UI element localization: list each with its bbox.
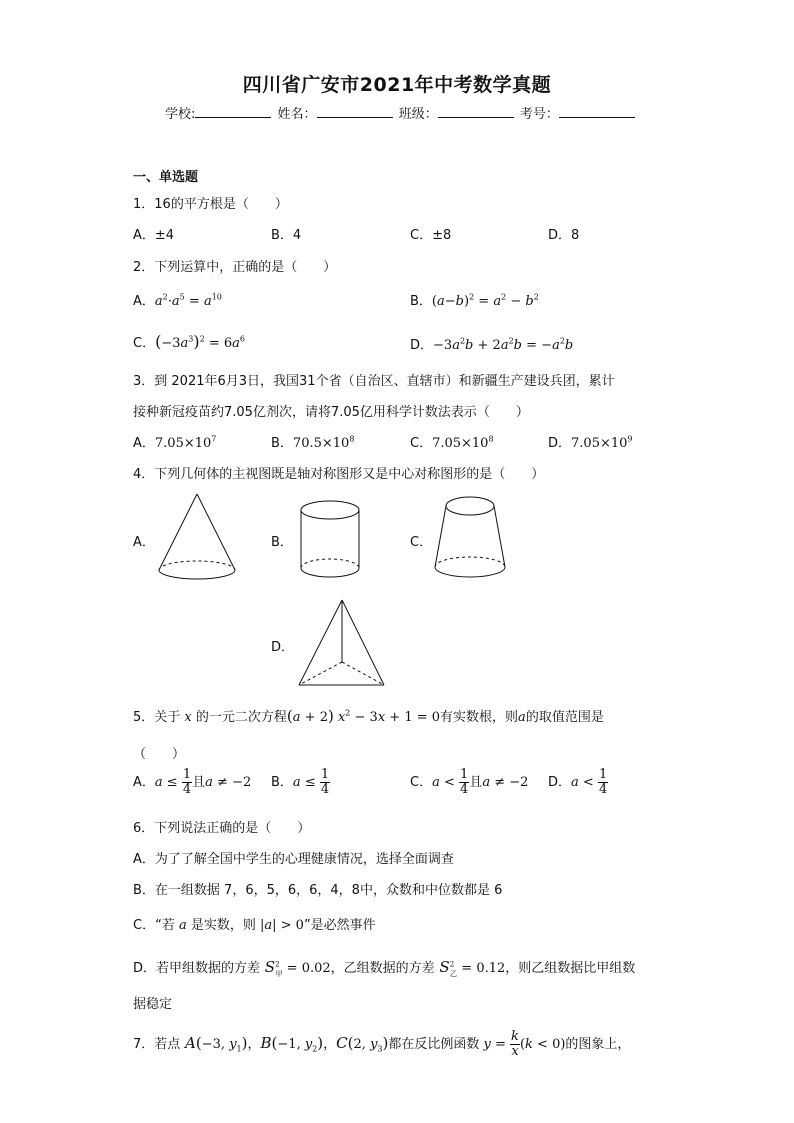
q7-stem: 7．若点 A(−3, $y_1$)，B(−1, $y_2$)，C(2, $y_3$)都在反比例函数 y = $\frac{k}{x}$ (k < 0)的图象上， bbox=[133, 1029, 631, 1059]
q5-option-a: A．a ≤ $\frac{1}{4}$ 且a ≠ −2 bbox=[133, 767, 252, 797]
q5-paren: （ ） bbox=[133, 747, 186, 762]
q2-option-d: D．$-3a^2b + 2a^2b = -a^2b$ bbox=[410, 336, 574, 353]
class-label: 班级： bbox=[398, 107, 438, 122]
cone-figure bbox=[155, 490, 240, 585]
school-blank[interactable] bbox=[195, 105, 271, 118]
q3-option-a: A．$7.05\times 10^7$ bbox=[133, 434, 217, 451]
q3-option-b: B．$70.5\times 10^8$ bbox=[271, 434, 355, 451]
q5-option-b: B．a ≤ $\frac{1}{4}$ bbox=[271, 767, 330, 797]
name-label: 姓名： bbox=[277, 107, 317, 122]
exam-number-blank[interactable] bbox=[559, 105, 635, 118]
q6-option-d: D．若甲组数据的方差 $S^2_甲 = 0.02$，乙组数据的方差 $S^2_乙 = 0.12$，则乙组数据比甲组数 bbox=[133, 958, 636, 978]
q6-option-d-line2: 据稳定 bbox=[133, 997, 173, 1012]
q4-label-a: A． bbox=[133, 535, 155, 550]
q4-label-c: C． bbox=[410, 535, 433, 550]
q4-label-d: D． bbox=[271, 640, 295, 655]
pyramid-figure bbox=[295, 596, 389, 690]
page-title: 四川省广安市2021年中考数学真题 bbox=[242, 74, 552, 96]
cylinder-figure bbox=[296, 497, 364, 582]
q1-option-c: C．±8 bbox=[410, 228, 452, 243]
q3-line1: 3．到 2021年6月3日，我国31个省（自治区、直辖市）和新疆生产建设兵团，累计 bbox=[133, 374, 615, 389]
school-label: 学校: bbox=[165, 107, 196, 122]
q2-option-c: C．$(-3a^3)^2 = 6a^6$ bbox=[133, 332, 245, 351]
q2-option-b: B．$(a-b)^2 = a^2 - b^2$ bbox=[410, 292, 539, 309]
q6-option-a: A．为了了解全国中学生的心理健康情况，选择全面调查 bbox=[133, 852, 454, 867]
q1-option-d: D．8 bbox=[548, 228, 580, 243]
q5-option-d: D．a < $\frac{1}{4}$ bbox=[548, 767, 608, 797]
q1-option-a: A．±4 bbox=[133, 228, 175, 243]
exam-number-label: 考号： bbox=[519, 107, 559, 122]
q3-line2: 接种新冠疫苗约7.05亿剂次，请将7.05亿用科学计数法表示（ ） bbox=[133, 405, 529, 420]
q2-stem: 2．下列运算中，正确的是（ ） bbox=[133, 260, 337, 275]
frustum-figure bbox=[430, 492, 510, 584]
q1-option-b: B．4 bbox=[271, 228, 302, 243]
q2-option-a: A．$a^2\cdot a^5 = a^{10}$ bbox=[133, 292, 222, 309]
q3-option-c: C．$7.05\times 10^8$ bbox=[410, 434, 494, 451]
class-blank[interactable] bbox=[438, 105, 514, 118]
q4-label-b: B． bbox=[271, 535, 293, 550]
q1-stem: 1．16的平方根是（ ） bbox=[133, 197, 288, 212]
q3-option-d: D．$7.05\times 10^9$ bbox=[548, 434, 633, 451]
section-heading: 一、单选题 bbox=[133, 170, 199, 185]
q6-option-c: C．“若 a 是实数，则 |a| > 0”是必然事件 bbox=[133, 918, 376, 933]
student-info-line bbox=[165, 103, 637, 122]
name-blank[interactable] bbox=[317, 105, 393, 118]
q5-option-c: C．a < $\frac{1}{4}$ 且a ≠ −2 bbox=[410, 767, 529, 797]
q4-stem: 4．下列几何体的主视图既是轴对称图形又是中心对称图形的是（ ） bbox=[133, 467, 545, 482]
q5-stem: 5．关于 x 的一元二次方程(a + 2) $x^2 - 3x + 1 = 0$有实数根，则a的取值范围是 bbox=[133, 707, 604, 725]
q6-stem: 6．下列说法正确的是（ ） bbox=[133, 821, 311, 836]
q6-option-b: B．在一组数据 7，6，5，6，6，4，8中，众数和中位数都是 6 bbox=[133, 883, 503, 898]
